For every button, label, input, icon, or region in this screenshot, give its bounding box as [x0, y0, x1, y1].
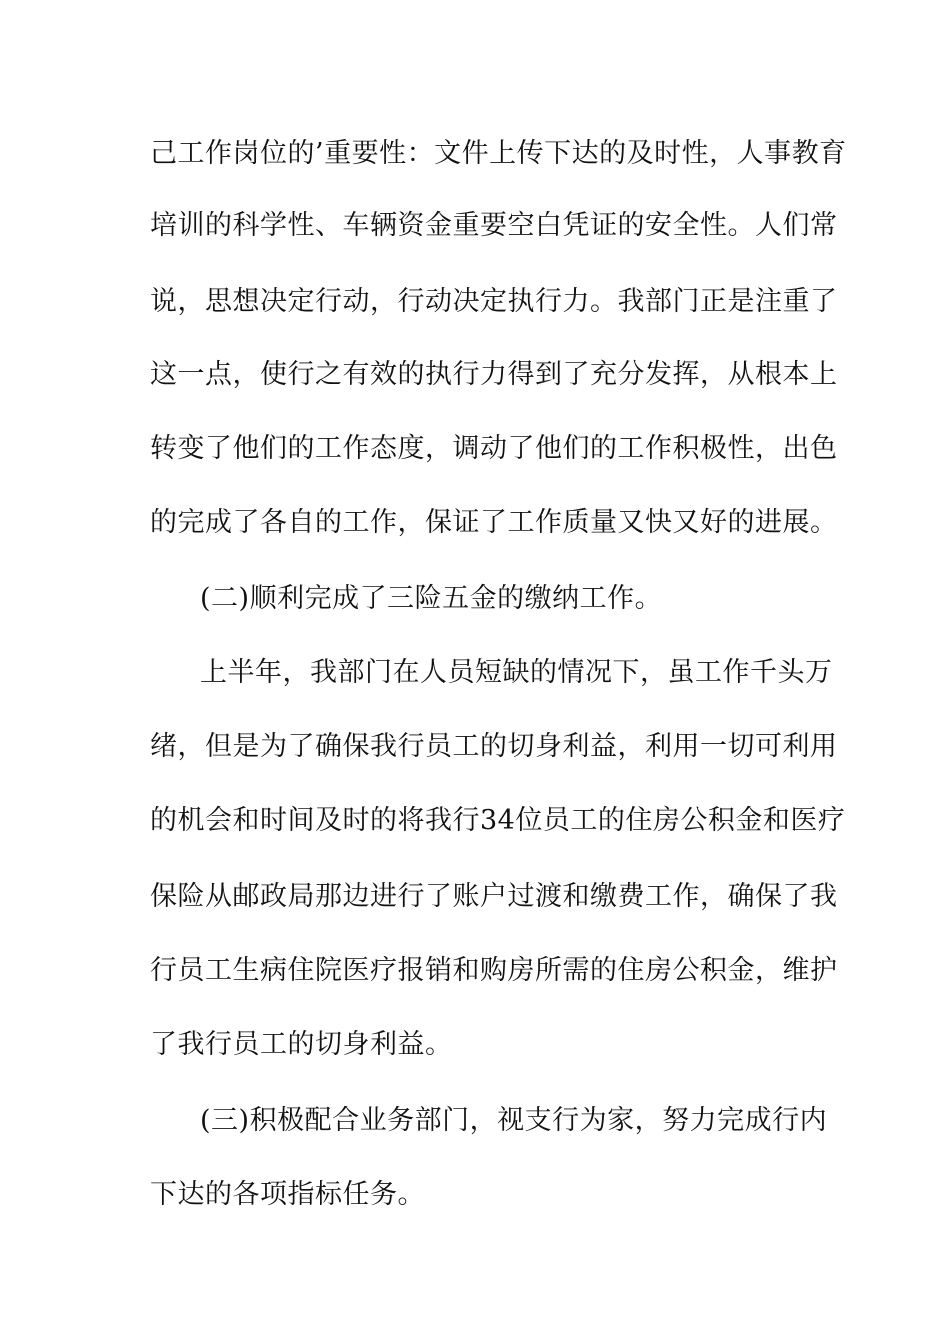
text-line: 下达的各项指标任务。: [150, 1179, 425, 1210]
text-line: 培训的科学性、车辆资金重要空白凭证的安全性。人们常: [150, 210, 838, 241]
text-line: 保险从邮政局那边进行了账户过渡和缴费工作，确保了我: [150, 881, 838, 912]
section-heading-2: (二)顺利完成了三险五金的缴纳工作。: [200, 583, 663, 614]
text-line: 的完成了各自的工作，保证了工作质量又快又好的进展。: [150, 507, 838, 538]
text-line: 的机会和时间及时的将我行34位员工的住房公积金和医疗: [150, 805, 846, 836]
text-line: 这一点，使行之有效的执行力得到了充分发挥，从根本上: [150, 359, 838, 390]
text-line: 了我行员工的切身利益。: [150, 1029, 453, 1060]
text-line: 己工作岗位的’重要性：文件上传下达的及时性，人事教育: [150, 138, 847, 169]
text-line: 绪，但是为了确保我行员工的切身利益，利用一切可利用: [150, 731, 838, 762]
text-line: 行员工生病住院医疗报销和购房所需的住房公积金，维护: [150, 955, 838, 986]
section-heading-3: (三)积极配合业务部门，视支行为家，努力完成行内: [200, 1105, 828, 1136]
text-line: 上半年，我部门在人员短缺的情况下，虽工作千头万: [200, 657, 833, 688]
text-line: 转变了他们的工作态度，调动了他们的工作积极性，出色: [150, 433, 838, 464]
text-line: 说，思想决定行动，行动决定执行力。我部门正是注重了: [150, 286, 838, 317]
